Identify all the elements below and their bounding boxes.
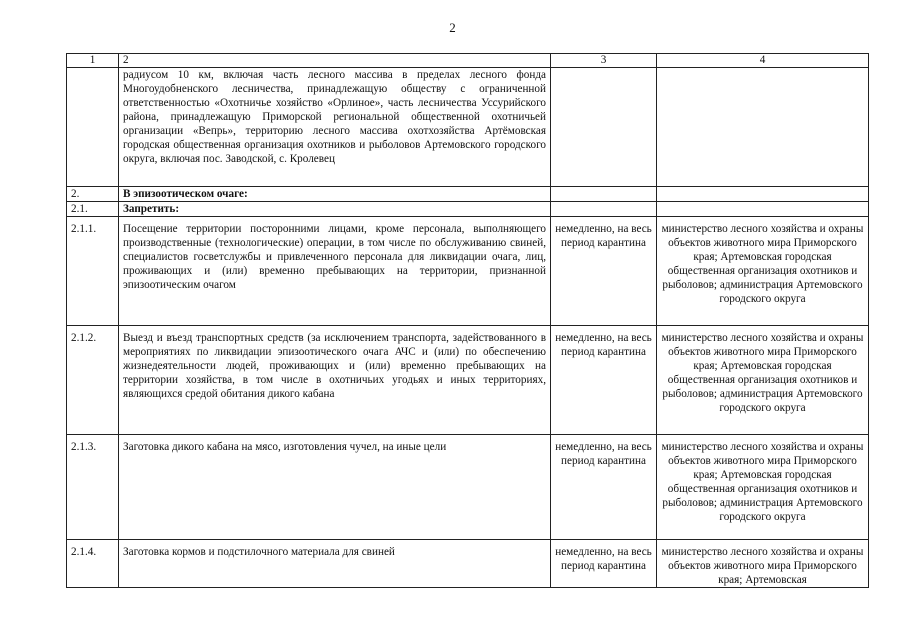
table-row	[67, 68, 869, 187]
table-row	[67, 217, 869, 326]
row-term: немедленно, на весь период карантина	[551, 326, 657, 435]
row-responsible: министерство лесного хозяйства и охраны объектов животного мира Приморского края; Артемовская городская общественная организация охотников и рыболовов; администрация Артемовского городского округа	[657, 217, 869, 326]
header-col-3: 3	[551, 54, 657, 68]
row-text: Выезд и въезд транспортных средств (за исключением транспорта, задействованного в мероприятиях по ликвидации эпизоотического очага АЧС и (или) по обеспечению жизнедеятельности людей, проживающих и (или) временно пребывающих на территории хозяйства, в том числе в охотничьих угодьях и иных территориях, являющихся средой обитания дикого кабана	[119, 326, 551, 435]
row-text: Посещение территории посторонними лицами, кроме персонала, выполняющего производственные (технологические) операции, в том числе по обслуживанию свиней, специалистов госветслужбы и привлеченного персонала для ликвидации очага, лиц, проживающих и (или) временно пребывающих на территории, признанной эпизоотическим очагом	[119, 217, 551, 326]
row-responsible: министерство лесного хозяйства и охраны объектов животного мира Приморского края; Артемовская городская общественная организация охотников и рыболовов; администрация Артемовского городского округа	[657, 435, 869, 540]
table-row	[67, 187, 869, 202]
table-row	[67, 326, 869, 435]
row-term: немедленно, на весь период карантина	[551, 540, 657, 588]
row-responsible	[657, 68, 869, 187]
row-responsible	[657, 202, 869, 217]
row-number: 2.1.1.	[67, 217, 119, 326]
row-responsible: министерство лесного хозяйства и охраны объектов животного мира Приморского края; Артемовская городская общественная организация охотников и рыболовов; администрация Артемовского городского округа	[657, 326, 869, 435]
table-row	[67, 202, 869, 217]
row-text: радиусом 10 км, включая часть лесного массива в пределах лесного фонда Многоудобненского лесничества, принадлежащую обществу с ограниченной ответственностью «Охотничье хозяйство «Орлиное», часть лесничества Уссурийского района, принадлежащую Приморской региональной общественной охотничьей организации «Вепрь», территорию лесного массива охотхозяйства Артёмовская городская общественная организация охотников и рыболовов Артемовского городского округа, включая пос. Заводской, с. Кролевец	[119, 68, 551, 187]
table-row	[67, 540, 869, 588]
header-col-1: 1	[67, 54, 119, 68]
measures-table	[66, 53, 869, 588]
subsection-heading: Запретить:	[119, 202, 551, 217]
table-header-row	[67, 54, 869, 68]
row-term	[551, 68, 657, 187]
row-number: 2.1.	[67, 202, 119, 217]
row-term: немедленно, на весь период карантина	[551, 217, 657, 326]
table-row	[67, 435, 869, 540]
header-col-2: 2	[119, 54, 551, 68]
row-number: 2.	[67, 187, 119, 202]
row-text: Заготовка кормов и подстилочного материала для свиней	[119, 540, 551, 588]
section-heading: В эпизоотическом очаге:	[119, 187, 551, 202]
header-col-4: 4	[657, 54, 869, 68]
row-text: Заготовка дикого кабана на мясо, изготовления чучел, на иные цели	[119, 435, 551, 540]
row-number: 2.1.2.	[67, 326, 119, 435]
row-responsible	[657, 187, 869, 202]
row-number: 2.1.4.	[67, 540, 119, 588]
row-term	[551, 187, 657, 202]
row-number	[67, 68, 119, 187]
row-term: немедленно, на весь период карантина	[551, 435, 657, 540]
page-number: 2	[449, 20, 456, 35]
row-number: 2.1.3.	[67, 435, 119, 540]
row-term	[551, 202, 657, 217]
row-responsible: министерство лесного хозяйства и охраны объектов животного мира Приморского края; Артемовская	[657, 540, 869, 588]
